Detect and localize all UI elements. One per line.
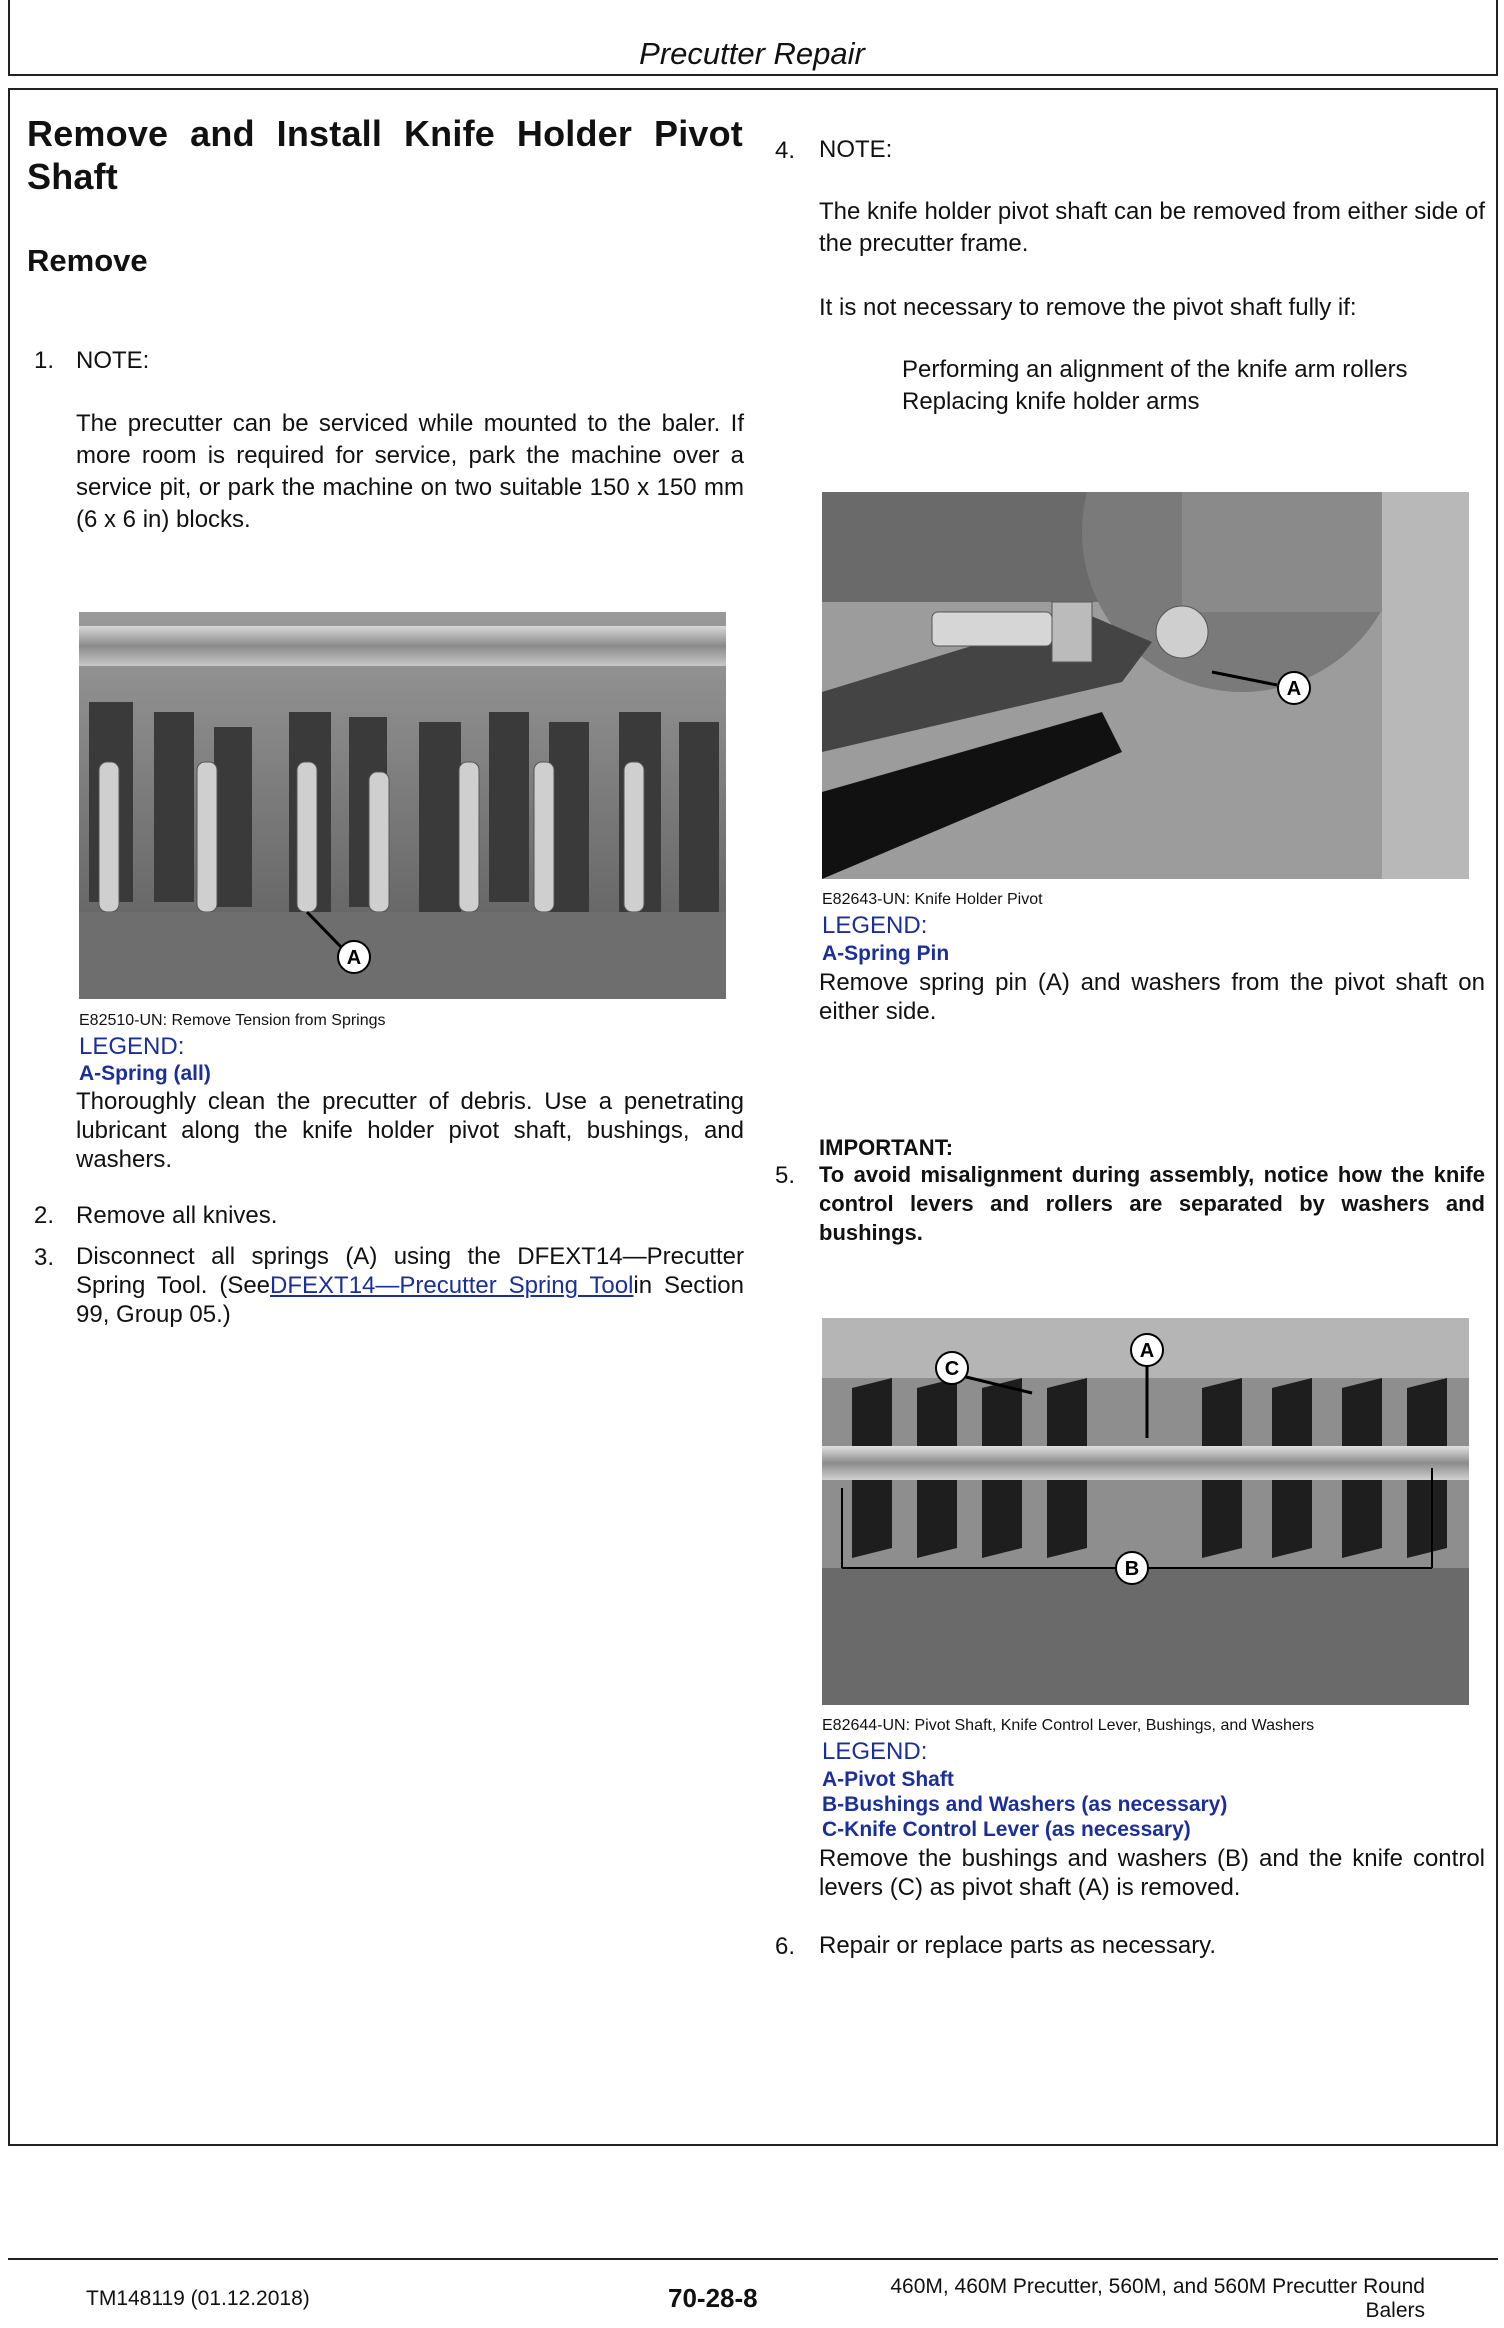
section-subtitle: Remove [27, 243, 148, 278]
step-text: Disconnect all springs (A) using the DFEXT14—Precutter Spring Tool. (SeeDFEXT14—Precutter Spring Toolin Section 99, Group 05.) [76, 1243, 744, 1328]
figure-caption: E82643-UN: Knife Holder Pivot [822, 891, 1043, 908]
step-text: Remove the bushings and washers (B) and the knife control levers (C) as pivot shaft (A) is removed. [819, 1845, 1485, 1901]
figure-caption: E82510-UN: Remove Tension from Springs [79, 1012, 386, 1029]
legend-item: B-Bushings and Washers (as necessary) [822, 1793, 1228, 1816]
step-number: 6. [775, 1933, 796, 1960]
step-number: 3. [34, 1244, 55, 1271]
step-text: The precutter can be serviced while mounted to the baler. If more room is required for service, park the machine over a service pit, or park the machine on two suitable 150 x 150 mm (6 x 6 in) blocks. [76, 410, 744, 533]
step-text: It is not necessary to remove the pivot shaft fully if: [819, 294, 1357, 321]
callout-a: A [1139, 1340, 1155, 1362]
knife-holder-pivot-photo [822, 492, 1469, 879]
legend-heading: LEGEND: [822, 1738, 928, 1765]
page-number: 70-28-8 [668, 2283, 758, 2313]
bullet-item: Performing an alignment of the knife arm rollers [902, 356, 1408, 383]
important-label: IMPORTANT: [819, 1135, 954, 1160]
step-text: Remove all knives. [76, 1202, 278, 1229]
important-text: To avoid misalignment during assembly, notice how the knife control levers and rollers are separated by washers and bushings. [819, 1162, 1485, 1245]
section-title: Remove and Install Knife Holder Pivot Shaft [27, 113, 743, 197]
footer-doc-id: TM148119 (01.12.2018) [86, 2287, 310, 2310]
step-number: 5. [775, 1162, 796, 1189]
legend-item: C-Knife Control Lever (as necessary) [822, 1818, 1191, 1841]
footer-model-title: 460M, 460M Precutter, 560M, and 560M Precutter Round Balers [890, 2275, 1425, 2322]
callout-b: B [1124, 1558, 1140, 1580]
callout-c: C [944, 1358, 960, 1380]
legend-heading: LEGEND: [822, 912, 928, 939]
figure-caption: E82644-UN: Pivot Shaft, Knife Control Lever, Bushings, and Washers [822, 1717, 1315, 1734]
spring-tool-link[interactable]: DFEXT14—Precutter Spring Tool [270, 1272, 634, 1299]
springs-illustration [79, 612, 726, 999]
page-header-title: Precutter Repair [639, 36, 865, 71]
callout-a: A [346, 947, 362, 969]
note-label: NOTE: [819, 136, 893, 163]
bullet-item: Replacing knife holder arms [902, 388, 1200, 415]
callout-a: A [1286, 678, 1302, 700]
step-number: 1. [34, 347, 55, 374]
step-text: The knife holder pivot shaft can be removed from either side of the precutter frame. [819, 198, 1485, 257]
pivot-shaft-illustration [822, 1318, 1469, 1705]
step-number: 4. [775, 137, 796, 164]
step-text: Remove spring pin (A) and washers from the pivot shaft on either side. [819, 969, 1485, 1025]
pivot-shaft-photo [822, 1318, 1469, 1705]
legend-item: A-Spring Pin [822, 942, 950, 965]
note-label: NOTE: [76, 347, 150, 374]
springs-photo [79, 612, 726, 999]
legend-item: A-Spring (all) [79, 1062, 211, 1085]
step-number: 2. [34, 1202, 55, 1229]
legend-item: A-Pivot Shaft [822, 1768, 954, 1791]
step-text: Thoroughly clean the precutter of debris. Use a penetrating lubricant along the knife holder pivot shaft, bushings, and washers. [76, 1088, 744, 1173]
footer-rule [8, 2258, 1498, 2260]
legend-heading: LEGEND: [79, 1033, 185, 1060]
pivot-illustration [822, 492, 1469, 879]
step-text: Repair or replace parts as necessary. [819, 1932, 1217, 1959]
